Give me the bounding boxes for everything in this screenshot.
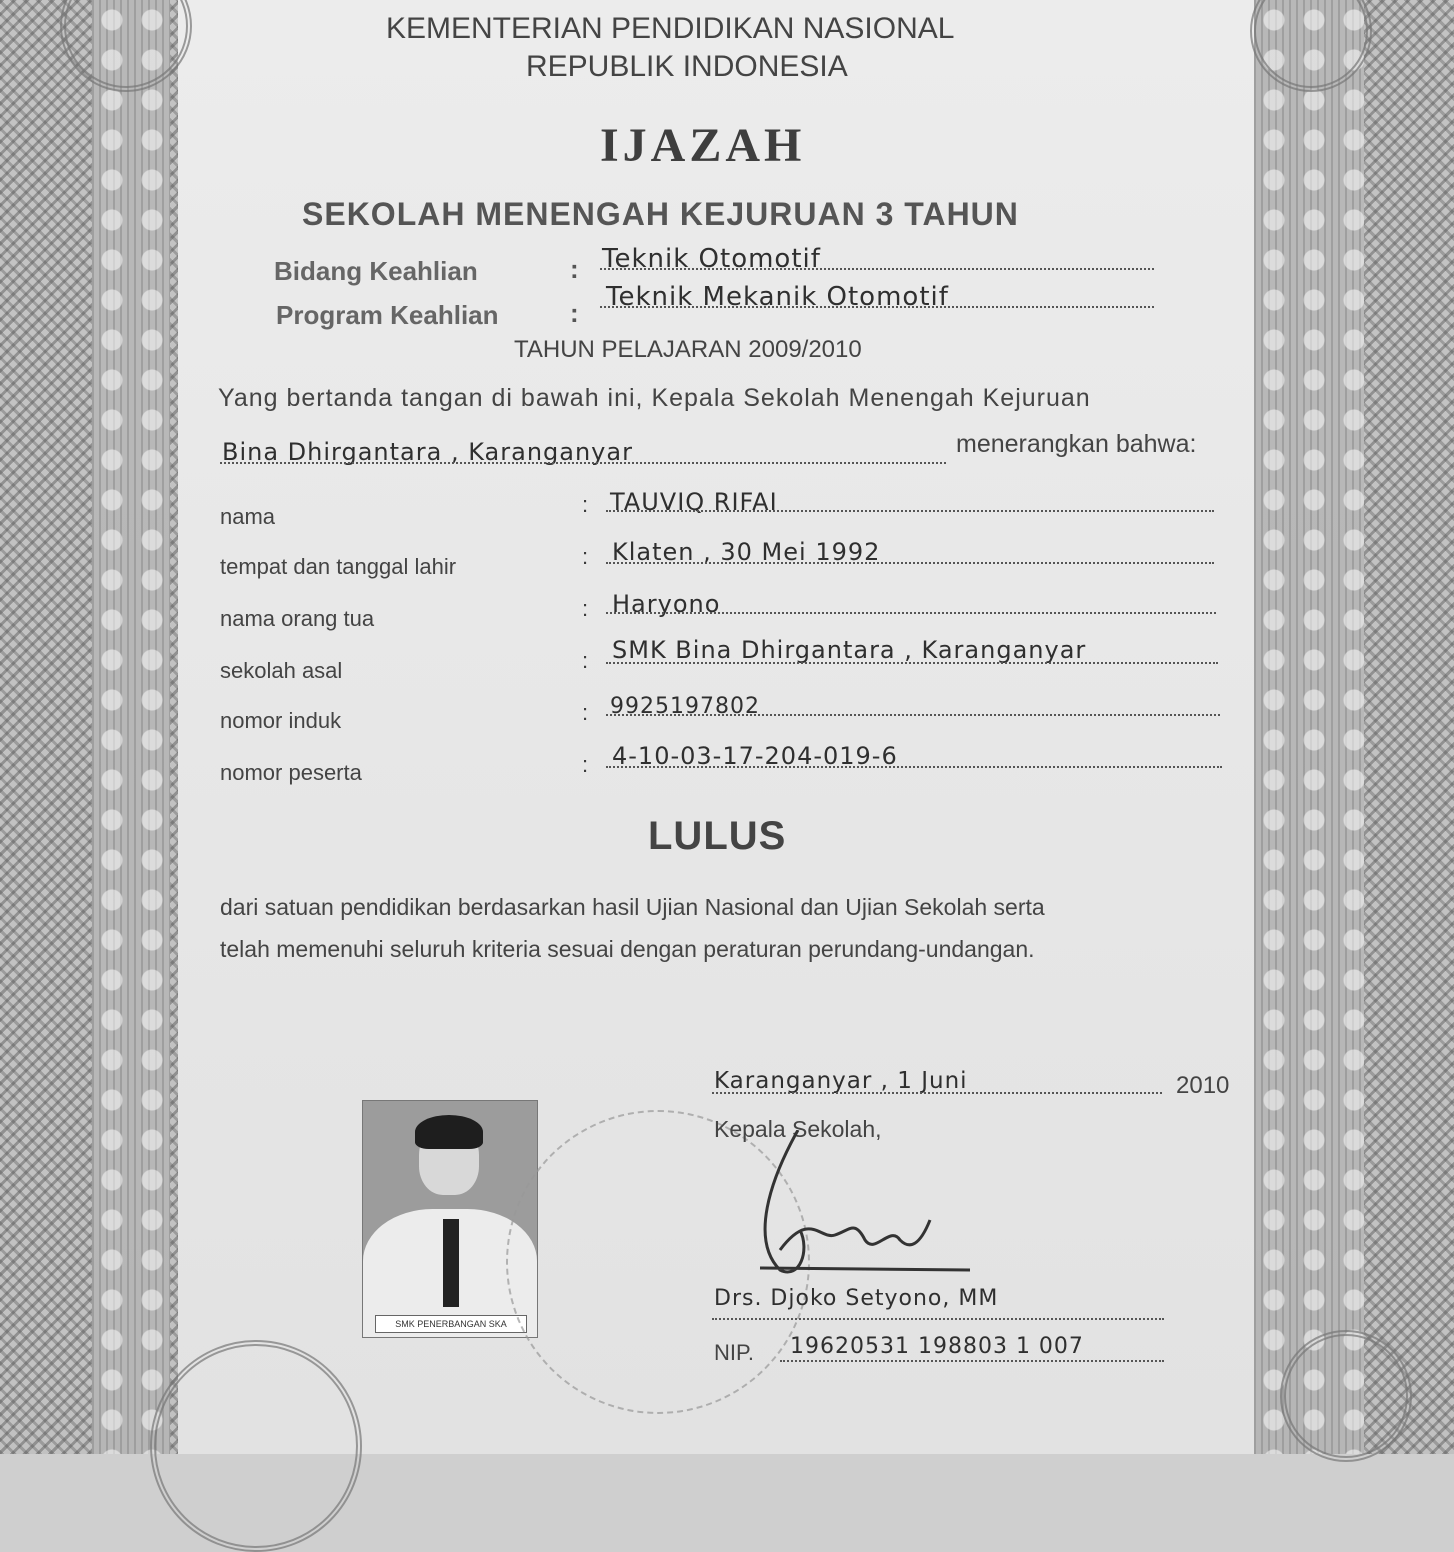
program-dotted-line xyxy=(600,306,1154,308)
value-nomor-peserta: 4-10-03-17-204-019-6 xyxy=(612,742,898,770)
program-label: Program Keahlian xyxy=(276,300,499,330)
intro-line-1: Yang bertanda tangan di bawah ini, Kepala Sekolah Menengah Kejuruan xyxy=(218,384,1091,412)
certificate-title: IJAZAH xyxy=(600,119,806,172)
name-dotted-line xyxy=(712,1318,1164,1320)
signature-place-date: Karanganyar , 1 Juni xyxy=(714,1068,968,1094)
bottom-right-corner-ornament xyxy=(1280,1330,1412,1462)
dotted-orang-tua xyxy=(606,612,1216,614)
bidang-colon: : xyxy=(570,254,579,284)
intro-school-name: Bina Dhirgantara , Karanganyar xyxy=(222,438,633,466)
place-date-dotted-line xyxy=(712,1092,1162,1094)
bottom-left-corner-ornament xyxy=(150,1340,362,1552)
ministry-line-1: KEMENTERIAN PENDIDIKAN NASIONAL xyxy=(386,12,955,45)
right-ornamental-border xyxy=(1254,0,1454,1454)
program-colon: : xyxy=(570,298,579,328)
value-orang-tua: Haryono xyxy=(612,590,721,618)
school-type: SEKOLAH MENENGAH KEJURUAN 3 TAHUN xyxy=(302,196,1019,232)
result-lulus: LULUS xyxy=(648,814,787,858)
dotted-sekolah-asal xyxy=(606,662,1218,664)
label-orang-tua: nama orang tua xyxy=(220,606,375,631)
colon-nomor-peserta: : xyxy=(582,752,589,777)
bidang-value: Teknik Otomotif xyxy=(602,244,821,274)
value-nama: TAUVIQ RIFAI xyxy=(610,488,778,516)
dotted-nomor-peserta xyxy=(606,766,1222,768)
signature-name: Drs. Djoko Setyono, MM xyxy=(714,1286,999,1311)
label-sekolah-asal: sekolah asal xyxy=(220,658,343,683)
colon-orang-tua: : xyxy=(582,596,589,621)
statement-line-1: dari satuan pendidikan berdasarkan hasil Ujian Nasional dan Ujian Sekolah serta xyxy=(220,894,1045,920)
signature-role: Kepala Sekolah, xyxy=(714,1116,882,1142)
label-nama: nama xyxy=(220,504,276,529)
intro-line-2-tail: menerangkan bahwa: xyxy=(956,430,1197,458)
bidang-dotted-line xyxy=(600,268,1154,270)
nip-value: 19620531 198803 1 007 xyxy=(790,1334,1084,1359)
label-nomor-induk: nomor induk xyxy=(220,708,342,733)
value-nomor-induk: 9925197802 xyxy=(610,694,760,719)
left-ornamental-border xyxy=(0,0,178,1454)
intro-dotted-line xyxy=(220,462,946,464)
nip-dotted-line xyxy=(780,1360,1164,1362)
dotted-ttl xyxy=(606,562,1214,564)
principal-signature xyxy=(740,1130,980,1290)
colon-sekolah-asal: : xyxy=(582,648,589,673)
statement-line-2: telah memenuhi seluruh kriteria sesuai dengan peraturan perundang-undangan. xyxy=(220,936,1035,962)
colon-nama: : xyxy=(582,492,589,517)
bidang-label: Bidang Keahlian xyxy=(274,256,478,286)
colon-ttl: : xyxy=(582,544,589,569)
colon-nomor-induk: : xyxy=(582,700,589,725)
dotted-nomor-induk xyxy=(606,714,1220,716)
nip-label: NIP. xyxy=(714,1340,754,1365)
value-sekolah-asal: SMK Bina Dhirgantara , Karanganyar xyxy=(612,636,1087,664)
photo-caption: SMK PENERBANGAN SKA xyxy=(375,1315,527,1333)
label-ttl: tempat dan tanggal lahir xyxy=(220,554,457,579)
ministry-line-2: REPUBLIK INDONESIA xyxy=(526,50,848,83)
value-ttl: Klaten , 30 Mei 1992 xyxy=(612,538,881,566)
program-value: Teknik Mekanik Otomotif xyxy=(606,282,949,312)
signature-year: 2010 xyxy=(1176,1072,1230,1099)
dotted-nama xyxy=(606,510,1214,512)
academic-year: TAHUN PELAJARAN 2009/2010 xyxy=(514,336,862,363)
label-nomor-peserta: nomor peserta xyxy=(220,760,362,785)
